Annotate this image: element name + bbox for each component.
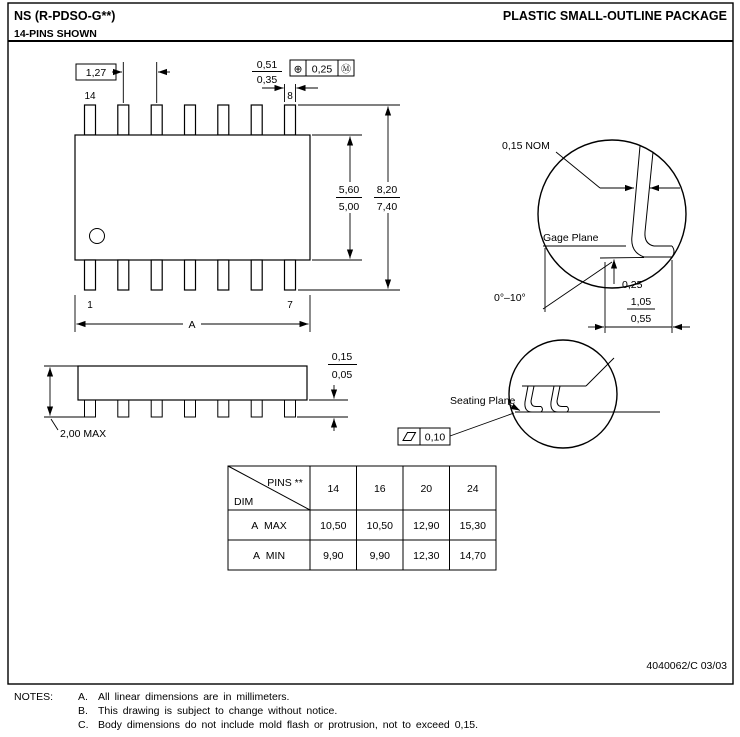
side-view bbox=[44, 351, 357, 440]
lead-detail-view bbox=[494, 140, 690, 333]
lead-width-max: 0,51 bbox=[256, 59, 278, 71]
height-value: 2,00 MAX bbox=[60, 428, 107, 440]
pin-number-7: 7 bbox=[287, 300, 293, 311]
page-subtitle: 14-PINS SHOWN bbox=[14, 28, 97, 40]
header bbox=[14, 9, 727, 40]
col-header: 16 bbox=[373, 483, 386, 495]
pin-number-8: 8 bbox=[287, 91, 293, 102]
cell: 9,90 bbox=[323, 550, 344, 562]
page-title-right: PLASTIC SMALL-OUTLINE PACKAGE bbox=[502, 9, 727, 23]
feature-control-frame bbox=[290, 60, 354, 76]
lead-span-max: 8,20 bbox=[376, 184, 398, 196]
col-header: 20 bbox=[420, 483, 433, 495]
table-pins-header: PINS ** bbox=[267, 477, 303, 489]
seating-plane-label: Seating Plane bbox=[450, 395, 516, 407]
side-body bbox=[78, 366, 307, 400]
lead-width-dimension bbox=[252, 59, 318, 102]
clearance-min: 0,05 bbox=[331, 369, 353, 381]
note-text: This drawing is subject to change without notice. bbox=[98, 705, 338, 717]
position-symbol-icon: ⊕ bbox=[293, 63, 303, 76]
length-dimension-A bbox=[75, 295, 310, 332]
note-id: B. bbox=[78, 705, 88, 717]
cell: 14,70 bbox=[459, 550, 486, 562]
pin-number-1: 1 bbox=[87, 300, 93, 311]
document-number: 4040062/C 03/03 bbox=[646, 660, 727, 672]
width-dimensions bbox=[298, 105, 400, 290]
flatness-symbol-icon bbox=[403, 433, 416, 441]
note-id: A. bbox=[78, 691, 88, 703]
notes bbox=[14, 691, 478, 731]
lead-span-min: 7,40 bbox=[376, 201, 398, 213]
package-body bbox=[75, 135, 310, 260]
flatness-tolerance: 0,10 bbox=[424, 431, 446, 444]
cell: 10,50 bbox=[366, 520, 393, 532]
foot-length-max: 1,05 bbox=[630, 296, 652, 308]
position-tolerance: 0,25 bbox=[311, 63, 333, 76]
page-title-left: NS (R-PDSO-G**) bbox=[14, 9, 116, 23]
row-label: A MAX bbox=[251, 520, 287, 532]
length-label: A bbox=[188, 319, 196, 331]
cell: 10,50 bbox=[320, 520, 347, 532]
col-header: 14 bbox=[327, 483, 340, 495]
foot-length-min: 0,55 bbox=[630, 313, 652, 325]
row-label: A MIN bbox=[252, 550, 286, 562]
cell: 12,90 bbox=[413, 520, 440, 532]
notes-label: NOTES: bbox=[14, 691, 54, 703]
cell: 12,30 bbox=[413, 550, 440, 562]
foot-angle: 0°–10° bbox=[494, 292, 526, 304]
pitch-value: 1,27 bbox=[85, 67, 107, 79]
col-header: 24 bbox=[466, 483, 479, 495]
note-id: C. bbox=[78, 719, 89, 731]
flatness-frame bbox=[398, 413, 514, 445]
table-row bbox=[251, 520, 486, 532]
cell: 15,30 bbox=[459, 520, 486, 532]
table-dim-header: DIM bbox=[234, 496, 254, 508]
gage-to-seating: 0,25 bbox=[622, 279, 643, 291]
seating-plane-detail bbox=[398, 340, 660, 448]
detail-bubble bbox=[538, 140, 686, 288]
body-width-min: 5,00 bbox=[338, 201, 360, 213]
gage-plane-label: Gage Plane bbox=[543, 232, 599, 244]
table-row bbox=[253, 550, 486, 562]
pin-number-14: 14 bbox=[84, 91, 96, 102]
note-text: All linear dimensions are in millimeters. bbox=[98, 691, 290, 703]
note-text: Body dimensions do not include mold flash or protrusion, not to exceed 0,15. bbox=[98, 719, 479, 731]
clearance-max: 0,15 bbox=[331, 351, 353, 363]
body-width-max: 5,60 bbox=[338, 184, 360, 196]
cell: 9,90 bbox=[369, 550, 391, 562]
detail-bubble-2 bbox=[509, 340, 617, 448]
lead-width-min: 0,35 bbox=[256, 74, 278, 86]
mmc-modifier-icon: Ⓜ bbox=[341, 64, 351, 76]
lead-thickness: 0,15 NOM bbox=[502, 140, 550, 152]
dimension-table bbox=[228, 466, 496, 570]
top-view bbox=[75, 59, 400, 332]
